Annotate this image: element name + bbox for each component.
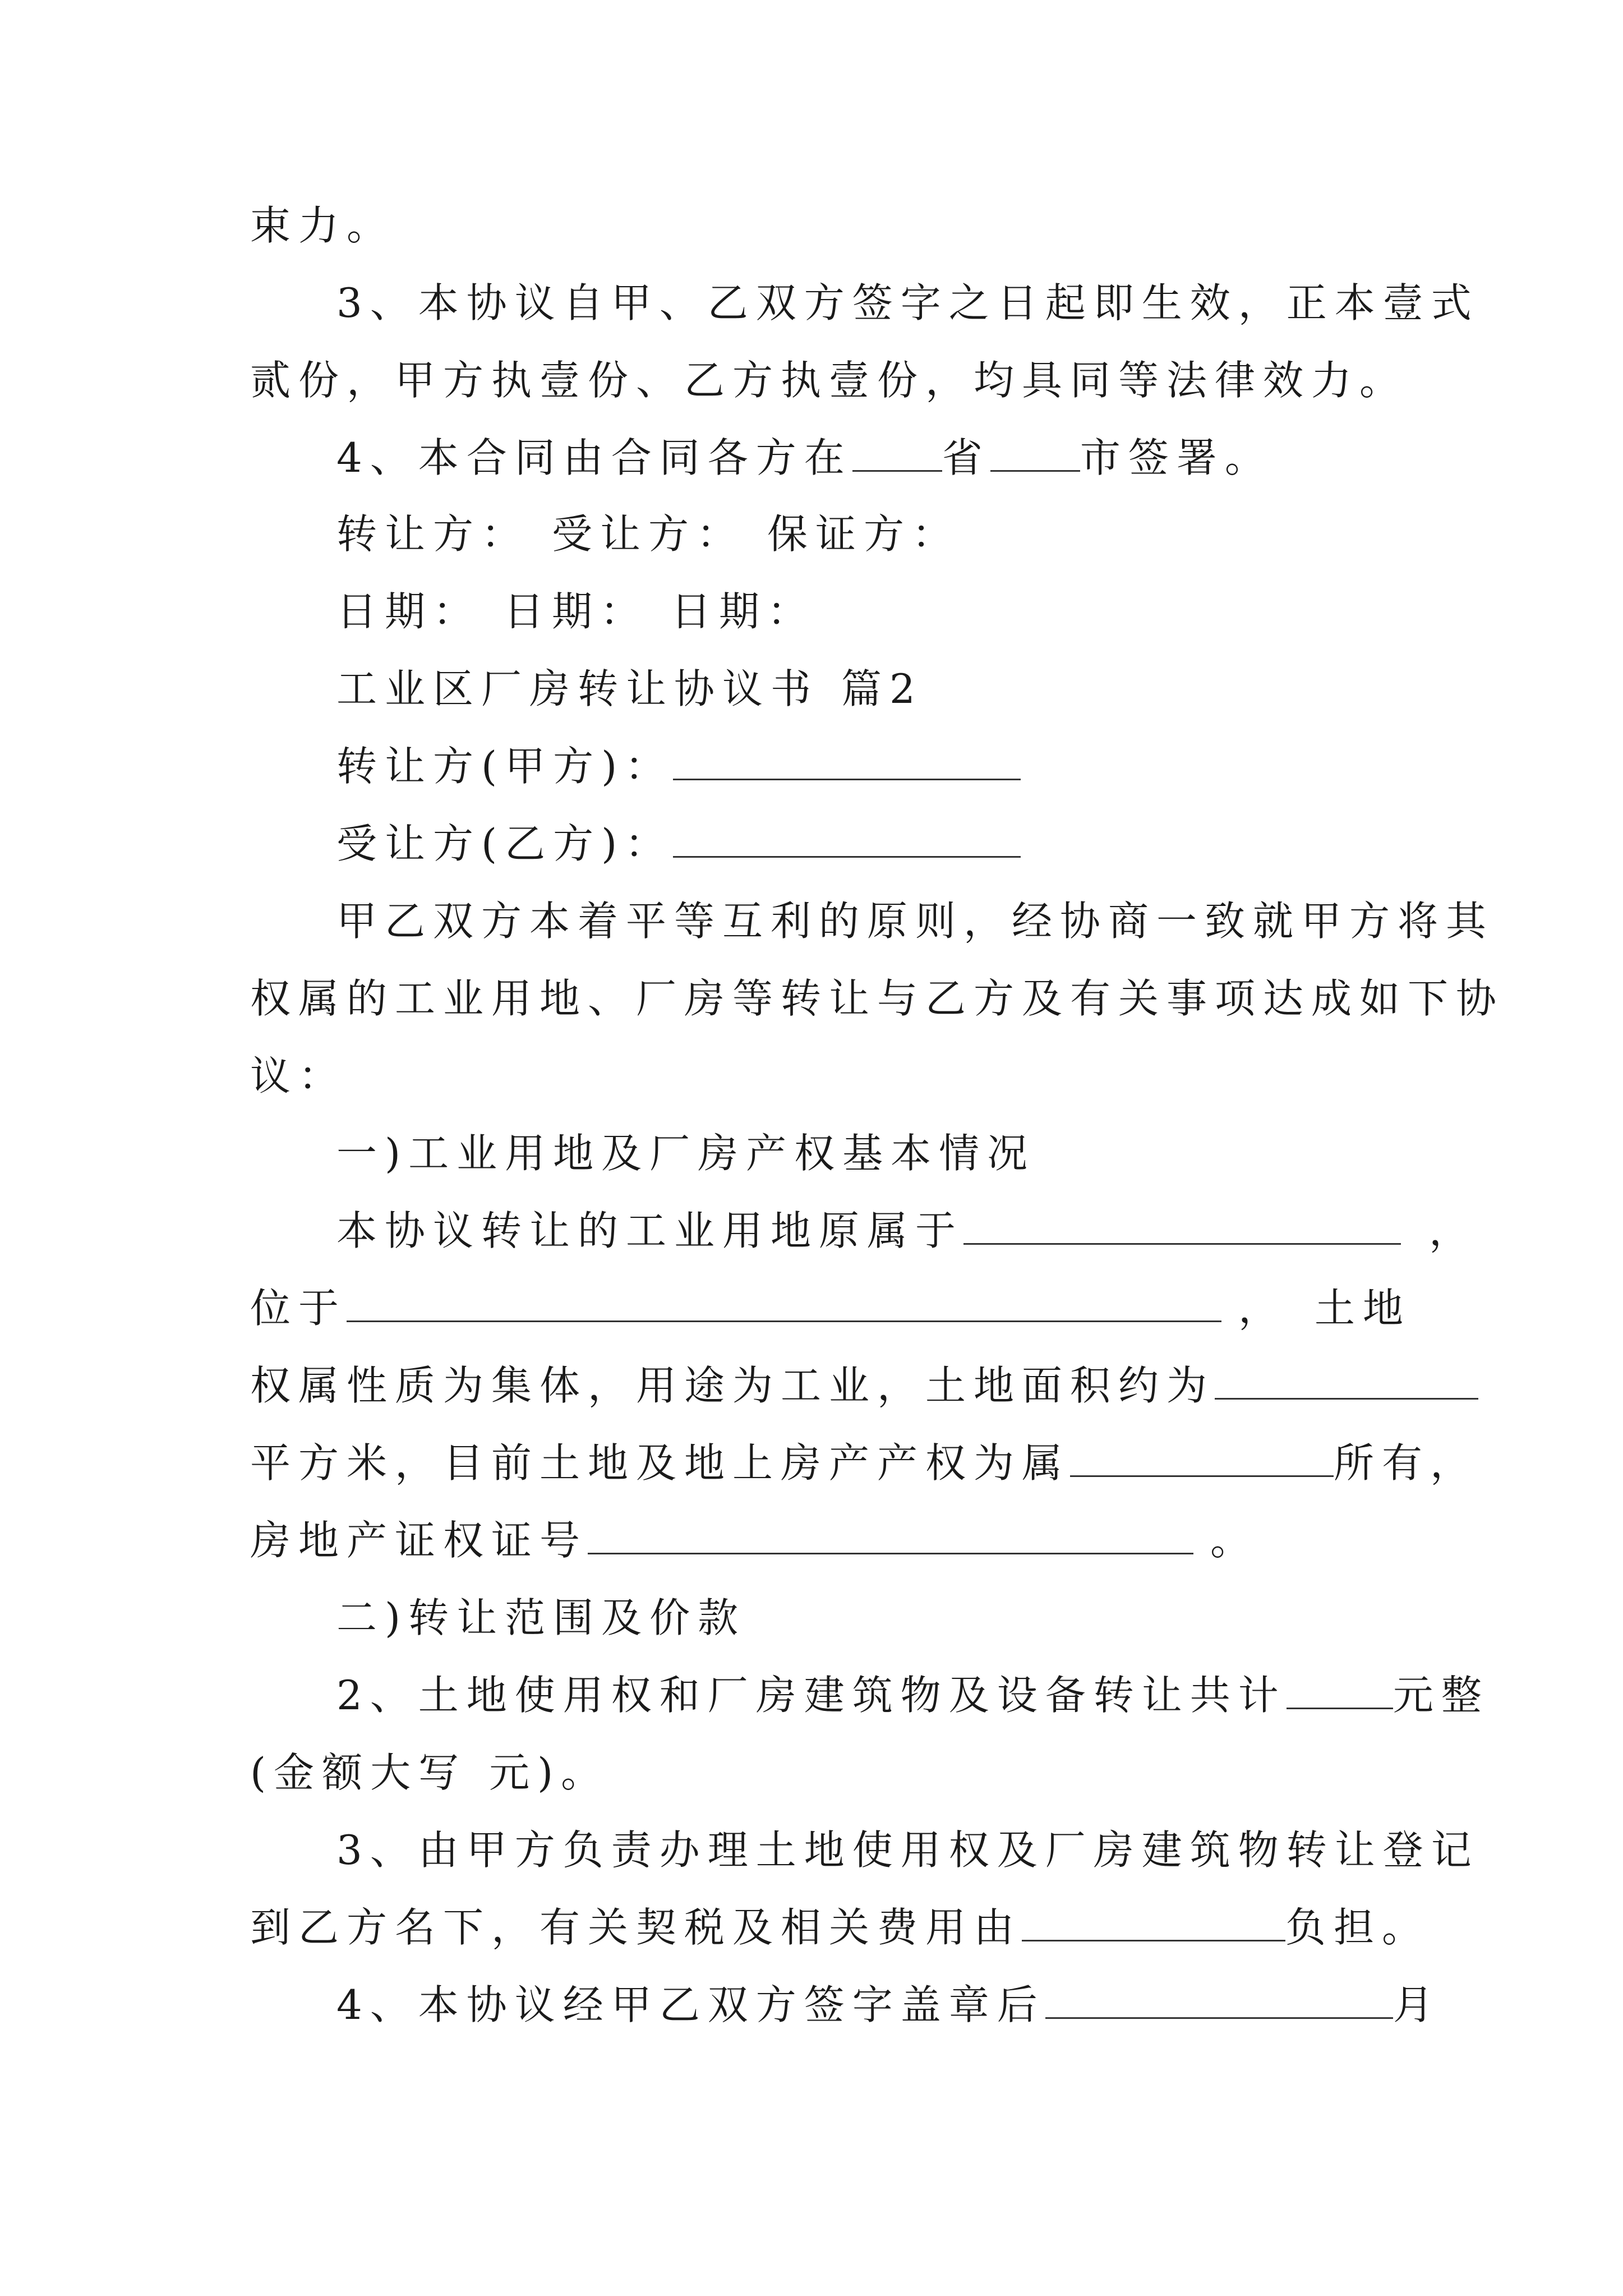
blank-line	[347, 1283, 1221, 1322]
paragraph-text: 。	[1210, 1517, 1259, 1564]
heading-text: 工业区厂房转让协议书	[336, 665, 819, 712]
blank-line	[963, 1206, 1401, 1245]
text-line-land-5	[250, 1512, 1258, 1568]
paragraph-text: 平方米，目前土地及地上房产产权为属	[250, 1439, 1071, 1487]
transferee-line	[336, 816, 1021, 872]
paragraph-text: 到乙方名下，有关契税及相关费用由	[250, 1904, 1022, 1951]
paragraph-text: 贰份，甲方执壹份、乙方执壹份，均具同等法律效力。	[250, 357, 1408, 404]
text-line-effective	[336, 1977, 1441, 2033]
paragraph-text: 甲乙双方本着平等互利的原则，经协商一致就甲方将其	[336, 898, 1495, 945]
paragraph-text: 议：	[250, 1052, 347, 1099]
blank-line	[673, 742, 1021, 780]
paragraph-text: 月	[1393, 1981, 1441, 2028]
text-line-3	[250, 352, 1408, 408]
paragraph-text: 所有，	[1334, 1439, 1479, 1487]
heading-text: 二)转让范围及价款	[336, 1594, 746, 1641]
paragraph-text: 省	[942, 434, 990, 481]
paragraph-text: 位于	[250, 1285, 347, 1332]
paragraph-text: 市签署。	[1080, 434, 1273, 481]
heading-text: 篇2	[841, 665, 923, 712]
text-line-registration-2	[250, 1899, 1430, 1955]
date-label: 日期：	[671, 588, 816, 635]
paragraph-text: 负担。	[1285, 1904, 1431, 1951]
signature-label: 转让方：	[336, 510, 530, 558]
blank-line	[588, 1516, 1193, 1554]
subsection-heading-2	[336, 1590, 746, 1646]
paragraph-text: 权属的工业用地、厂房等转让与乙方及有关事项达成如下协	[250, 975, 1505, 1022]
paragraph-text: 3、由甲方负责办理土地使用权及厂房建筑物转让登记	[336, 1826, 1479, 1874]
paragraph-text: 元整	[1393, 1672, 1490, 1719]
blank-line	[1215, 1361, 1478, 1400]
transferor-line	[336, 738, 1021, 794]
signature-label: 受让方：	[552, 510, 745, 558]
blank-line	[1287, 1671, 1393, 1709]
signature-parties-line	[336, 506, 960, 562]
date-label: 日期：	[336, 588, 482, 635]
paragraph-text: ，	[1429, 1207, 1478, 1254]
subsection-heading-1	[336, 1125, 1035, 1181]
text-line-land-1	[336, 1203, 1477, 1259]
paragraph-text: 房地产证权证号	[250, 1517, 588, 1564]
text-line-4	[336, 430, 1273, 486]
blank-line	[990, 433, 1080, 472]
signature-label: 保证方：	[767, 510, 961, 558]
blank-line	[852, 433, 942, 472]
paragraph-text: 4、本合同由合同各方在	[336, 434, 852, 481]
paragraph-text: 束力。	[250, 202, 395, 249]
text-line-preamble-3	[250, 1048, 347, 1104]
blank-line	[673, 819, 1021, 858]
heading-text: 一)工业用地及厂房产权基本情况	[336, 1130, 1036, 1177]
section-heading	[336, 661, 923, 717]
paragraph-text: 2、土地使用权和厂房建筑物及设备转让共计	[336, 1672, 1287, 1719]
party-label: 转让方(甲方)：	[336, 743, 674, 790]
text-line-price-2	[250, 1745, 609, 1801]
paragraph-text: (金额大写	[250, 1749, 467, 1796]
party-label: 受让方(乙方)：	[336, 820, 674, 867]
date-label: 日期：	[504, 588, 649, 635]
text-line-land-3	[250, 1358, 1478, 1414]
paragraph-text: 4、本协议经甲乙双方签字盖章后	[336, 1981, 1045, 2028]
paragraph-text: 土地	[1315, 1285, 1412, 1332]
paragraph-text: ，	[1238, 1285, 1287, 1332]
signature-dates-line	[336, 583, 815, 639]
blank-line	[1022, 1903, 1285, 1941]
blank-line	[1070, 1438, 1334, 1477]
text-line-price-1	[336, 1667, 1490, 1723]
paragraph-text: 元)。	[489, 1749, 610, 1796]
text-line-land-4	[250, 1435, 1478, 1491]
blank-line	[1045, 1980, 1393, 2019]
text-line-preamble-1	[336, 893, 1494, 949]
text-line-registration-1	[336, 1822, 1479, 1878]
text-line-preamble-2	[250, 970, 1504, 1027]
paragraph-text: 3、本协议自甲、乙双方签字之日起即生效，正本壹式	[336, 279, 1479, 326]
paragraph-text: 权属性质为集体，用途为工业，土地面积约为	[250, 1362, 1215, 1409]
text-line-2	[336, 275, 1479, 331]
text-line-1	[250, 197, 395, 254]
paragraph-text: 本协议转让的工业用地原属于	[336, 1207, 964, 1254]
text-line-land-2	[250, 1280, 1411, 1336]
